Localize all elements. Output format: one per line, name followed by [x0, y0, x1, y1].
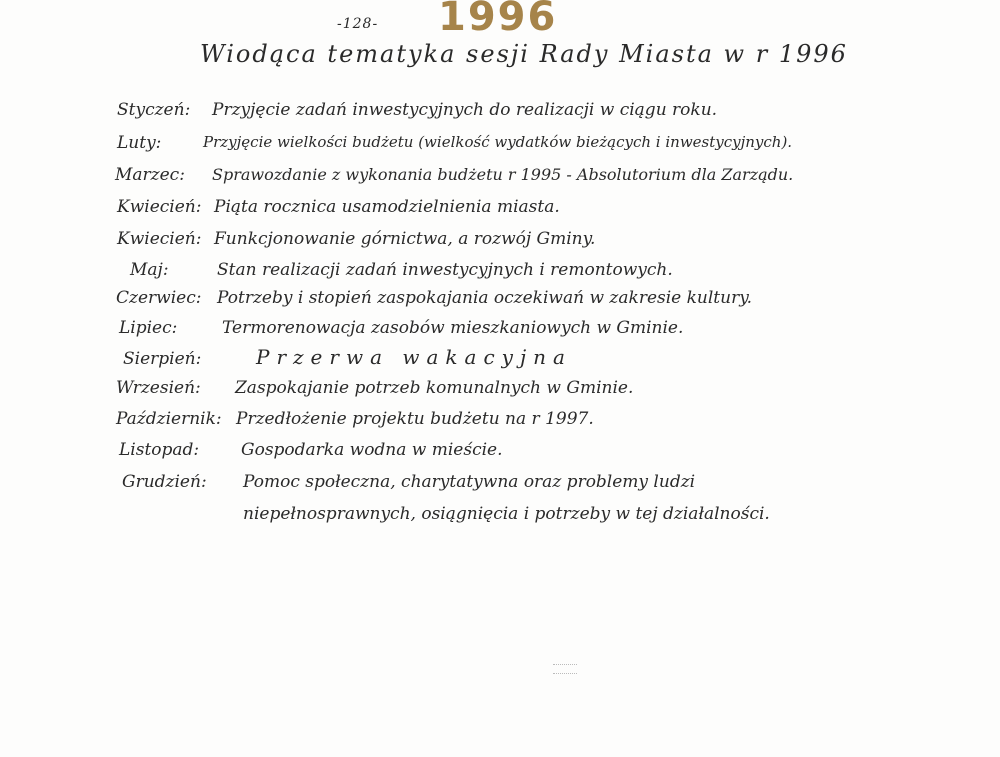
topic-continuation: niepełnosprawnych, osiągnięcia i potrzeby w tej działalności.	[243, 504, 770, 524]
topic-text: Pomoc społeczna, charytatywna oraz problemy ludzi	[243, 472, 696, 492]
month-label: Sierpień:	[123, 349, 202, 369]
month-label: Październik:	[116, 409, 222, 429]
topic-text: Przerwa wakacyjna	[256, 345, 572, 369]
topic-text: Funkcjonowanie górnictwa, a rozwój Gminy.	[214, 229, 596, 249]
month-label: Wrzesień:	[116, 378, 201, 398]
page-number: -128-	[337, 16, 379, 32]
topic-text: Potrzeby i stopień zaspokajania oczekiwań w zakresie kultury.	[217, 288, 752, 308]
topic-text: Sprawozdanie z wykonania budżetu r 1995 - Absolutorium dla Zarządu.	[212, 165, 794, 184]
faint-stamp-mark	[553, 664, 577, 674]
month-label: Listopad:	[119, 440, 200, 460]
month-label: Styczeń:	[117, 100, 191, 120]
year-annotation: 1996	[438, 0, 558, 40]
topic-text: Zaspokajanie potrzeb komunalnych w Gminie.	[235, 378, 634, 398]
month-label: Maj:	[130, 260, 169, 280]
topic-text: Termorenowacja zasobów mieszkaniowych w Gminie.	[222, 318, 684, 338]
month-label: Grudzień:	[122, 472, 207, 492]
topic-text: Przyjęcie zadań inwestycyjnych do realizacji w ciągu roku.	[212, 100, 718, 120]
topic-text: Gospodarka wodna w mieście.	[241, 440, 503, 460]
month-label: Luty:	[117, 133, 162, 153]
topic-text: Przyjęcie wielkości budżetu (wielkość wydatków bieżących i inwestycyjnych).	[203, 133, 793, 151]
month-label: Czerwiec:	[116, 288, 202, 308]
month-label: Kwiecień:	[117, 229, 202, 249]
topic-text: Przedłożenie projektu budżetu na r 1997.	[236, 409, 594, 429]
topic-text: Stan realizacji zadań inwestycyjnych i remontowych.	[217, 260, 673, 280]
topic-text: Piąta rocznica usamodzielnienia miasta.	[214, 197, 560, 217]
document-title: Wiodąca tematyka sesji Rady Miasta w r 1996	[200, 40, 848, 68]
month-label: Lipiec:	[119, 318, 178, 338]
month-label: Kwiecień:	[117, 197, 202, 217]
month-label: Marzec:	[115, 165, 185, 185]
